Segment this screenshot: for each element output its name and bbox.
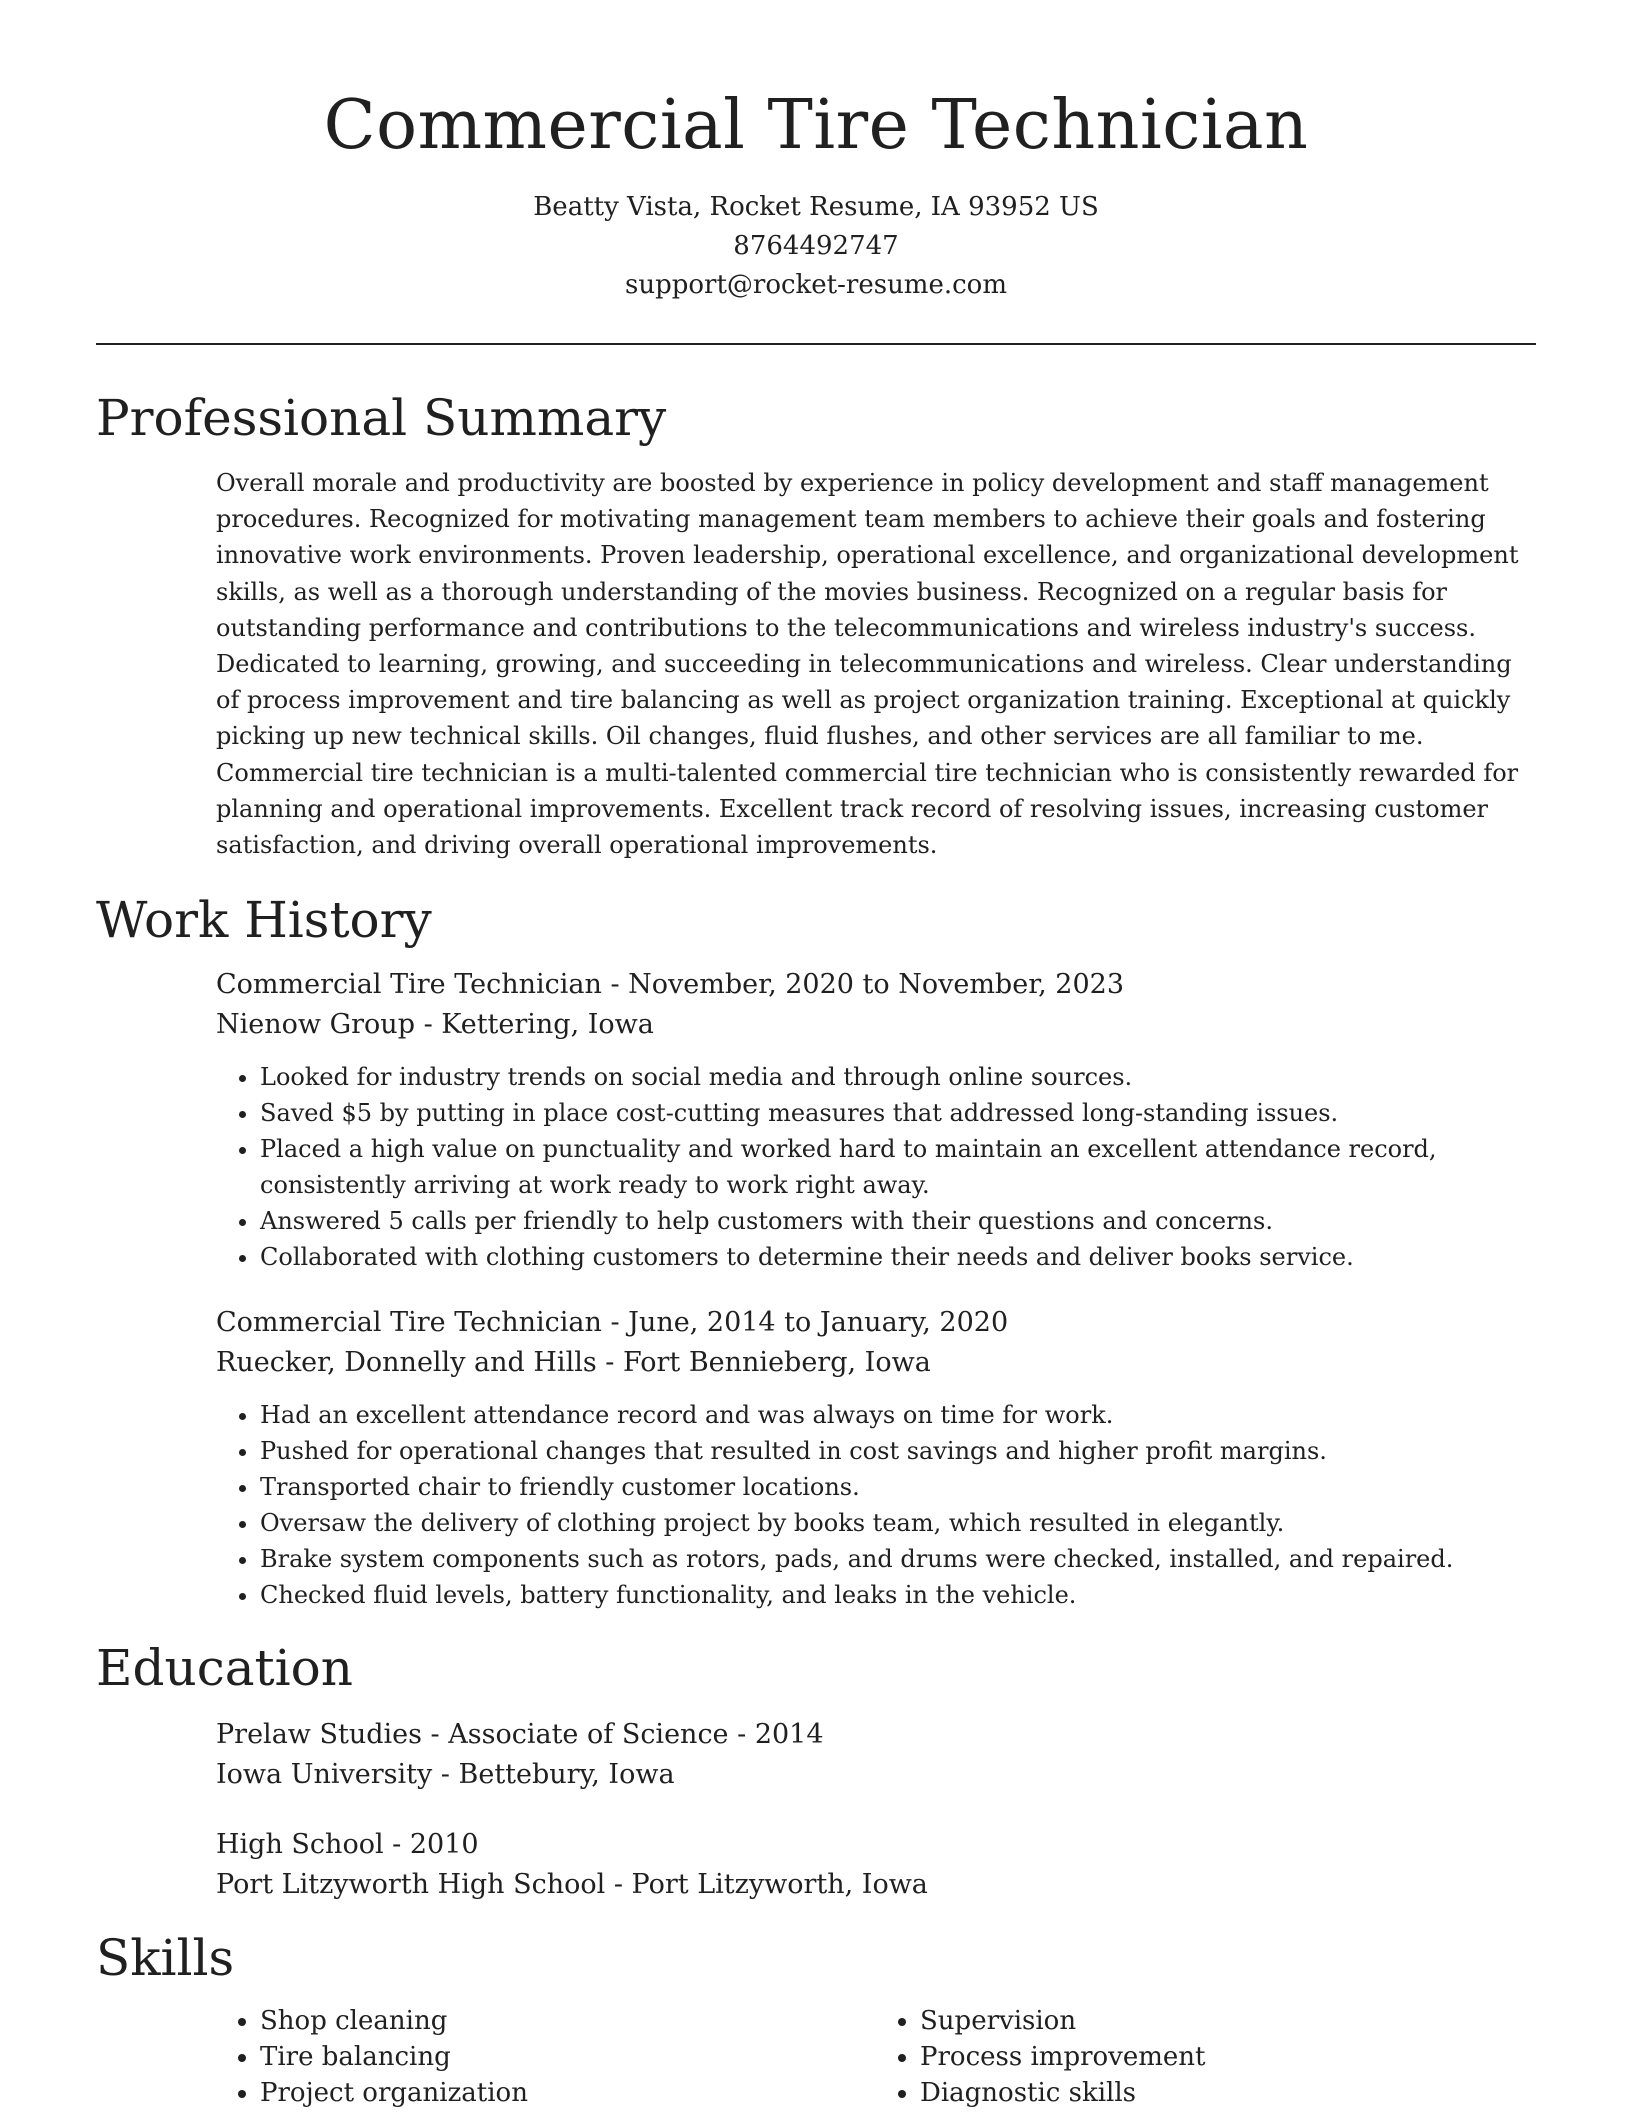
skill-item: • Diagnostic skills <box>920 2075 1536 2111</box>
education-entry <box>216 1715 1536 1795</box>
job-bullet: • Oversaw the delivery of clothing project by books team, which resulted in elegantly. <box>260 1505 1536 1541</box>
skill-item: • Process improvement <box>920 2039 1536 2075</box>
job-entry <box>216 1303 1536 1613</box>
skills-section <box>216 2003 1536 2111</box>
job-bullets <box>216 1059 1536 1275</box>
work-history-heading: Work History <box>96 891 432 950</box>
job-bullet: • Collaborated with clothing customers to determine their needs and deliver books service. <box>260 1239 1536 1275</box>
skills-list-left <box>216 2003 876 2111</box>
education-degree-line: High School - 2010 <box>216 1829 479 1861</box>
job-bullet: • Transported chair to friendly customer locations. <box>260 1469 1536 1505</box>
contact-email: support@rocket-resume.com <box>624 270 1007 300</box>
contact-address: Beatty Vista, Rocket Resume, IA 93952 US <box>533 192 1099 222</box>
education-heading: Education <box>96 1639 353 1698</box>
summary-section <box>216 465 1536 863</box>
job-title-line: Commercial Tire Technician - June, 2014 to January, 2020 <box>216 1307 1009 1339</box>
resume-name: Commercial Tire Technician <box>323 86 1309 165</box>
skills-heading: Skills <box>96 1929 235 1988</box>
job-bullet: • Saved $5 by putting in place cost-cutting measures that addressed long-standing issues. <box>260 1095 1536 1131</box>
education-school-line: Iowa University - Bettebury, Iowa <box>216 1759 675 1791</box>
job-bullet: • Checked fluid levels, battery functionality, and leaks in the vehicle. <box>260 1577 1536 1613</box>
job-bullet: • Had an excellent attendance record and was always on time for work. <box>260 1397 1536 1433</box>
education-entry <box>216 1825 1536 1905</box>
summary-text: Overall morale and productivity are boosted by experience in policy development and staff management procedures. Recognized for motivating management team members to achieve their goals and fostering innovative work environments. Proven leadership, operational excellence, and organizational development skills, as well as a thorough understanding of the movies business. Recognized on a regular basis for outstanding performance and contributions to the telecommunications and wireless industry's success. Dedicated to learning, growing, and succeeding in telecommunications and wireless. Clear understanding of process improvement and tire balancing as well as project organization training. Exceptional at quickly picking up new technical skills. Oil changes, fluid flushes, and other services are all familiar to me. Commercial tire technician is a multi-talented commercial tire technician who is consistently rewarded for planning and operational improvements. Excellent track record of resolving issues, increasing customer satisfaction, and driving overall operational improvements. <box>216 469 1519 860</box>
skills-list-right <box>876 2003 1536 2111</box>
skill-item: • Tire balancing <box>260 2039 876 2075</box>
work-history-section <box>216 965 1536 1613</box>
job-company-line: Ruecker, Donnelly and Hills - Fort Bennieberg, Iowa <box>216 1347 931 1379</box>
job-bullet: • Answered 5 calls per friendly to help customers with their questions and concerns. <box>260 1203 1536 1239</box>
skill-item: • Supervision <box>920 2003 1536 2039</box>
job-title-line: Commercial Tire Technician - November, 2020 to November, 2023 <box>216 969 1125 1001</box>
education-degree-line: Prelaw Studies - Associate of Science - 2014 <box>216 1719 824 1751</box>
skill-item: • Shop cleaning <box>260 2003 876 2039</box>
contact-phone: 8764492747 <box>733 231 899 261</box>
job-bullet: • Looked for industry trends on social media and through online sources. <box>260 1059 1536 1095</box>
job-entry <box>216 965 1536 1275</box>
education-section <box>216 1715 1536 1905</box>
job-company-line: Nienow Group - Kettering, Iowa <box>216 1009 654 1041</box>
job-bullet: • Brake system components such as rotors, pads, and drums were checked, installed, and repaired. <box>260 1541 1536 1577</box>
education-school-line: Port Litzyworth High School - Port Litzyworth, Iowa <box>216 1869 928 1901</box>
contact-block <box>96 188 1536 305</box>
summary-heading: Professional Summary <box>96 389 667 447</box>
resume-header <box>96 0 1536 305</box>
job-bullet: • Pushed for operational changes that resulted in cost savings and higher profit margins. <box>260 1433 1536 1469</box>
job-bullet: • Placed a high value on punctuality and worked hard to maintain an excellent attendance record, consistently arriving at work ready to work right away. <box>260 1131 1536 1203</box>
resume-page <box>96 0 1536 2112</box>
header-divider <box>96 343 1536 345</box>
job-bullets <box>216 1397 1536 1613</box>
skill-item: • Project organization <box>260 2075 876 2111</box>
